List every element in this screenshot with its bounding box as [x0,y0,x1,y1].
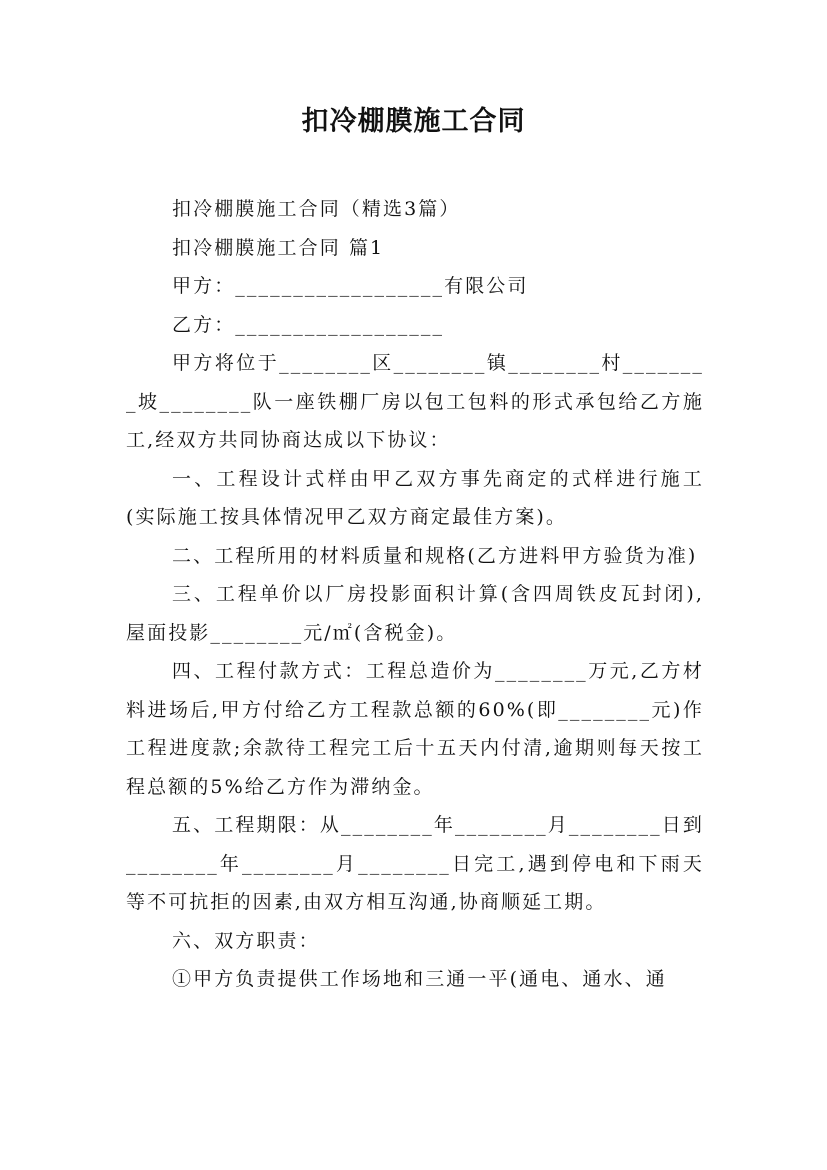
clause-5: 五、工程期限：从________年________月________日到________年________月________日完工,遇到停电和下雨天等不可抗拒的因素,由双方相互沟通,协商顺延工期。 [126,814,704,913]
clause-6-item-1: ①甲方负责提供工作场地和三通一平(通电、通水、通 [172,968,667,990]
section-heading: 扣冷棚膜施工合同 篇1 [172,236,385,259]
party-b-line: 乙方：__________________ [172,313,445,336]
clause-1: 一、工程设计式样由甲乙双方事先商定的式样进行施工(实际施工按具体情况甲乙双方商定最佳方案)。 [126,467,704,528]
clause-4: 四、工程付款方式：工程总造价为________万元,乙方材料进场后,甲方付给乙方工程款总额的60%(即________元)作工程进度款;余款待工程完工后十五天内付清,逾期则每天按工程总额的5%给乙方作为滞纳金。 [126,660,704,798]
document-body [126,190,704,999]
party-a-line: 甲方：__________________有限公司 [172,275,529,297]
clause-3: 三、工程单价以厂房投影面积计算(含四周铁皮瓦封闭),屋面投影________元/㎡(含税金)。 [126,583,704,644]
subtitle-paragraph: 扣冷棚膜施工合同（精选3篇） [172,198,461,220]
clause-2: 二、工程所用的材料质量和规格(乙方进料甲方验货为准) [172,544,698,567]
clause-6-heading: 六、双方职责： [172,929,320,952]
intro-paragraph: 甲方将位于________区________镇________村________坡________队一座铁棚厂房以包工包料的形式承包给乙方施工,经双方共同协商达成以下协议： [126,352,704,451]
document-title: 扣冷棚膜施工合同 [301,106,526,137]
